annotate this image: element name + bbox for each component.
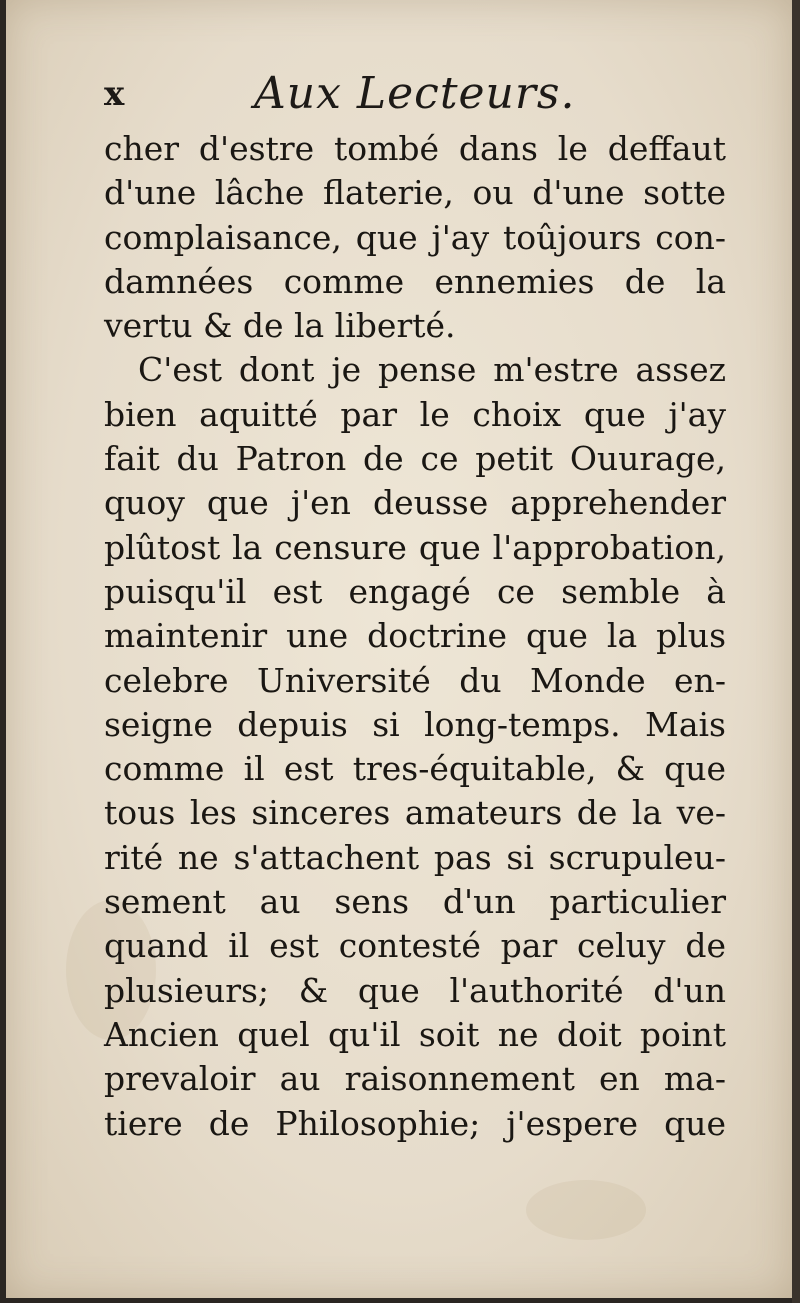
text-line: sement au sens d'un particulier (104, 882, 726, 922)
text-line: seigne depuis si long-temps. Mais (104, 704, 726, 744)
text-line: d'une lâche flaterie, ou d'une sotte (104, 173, 726, 213)
text-line: bien aquitté par le choix que j'ay (104, 394, 726, 434)
page-edge (792, 0, 800, 1303)
text-line: quoy que j'en deusse apprehender (104, 483, 726, 523)
text-line: tous les sinceres amateurs de la ve- (104, 793, 726, 833)
text-line: puisqu'il est engagé ce semble à (104, 571, 726, 611)
text-line: complaisance, que j'ay toûjours con- (104, 217, 726, 257)
text-line: vertu & de la liberté. (104, 306, 456, 346)
text-line: cher d'estre tombé dans le deffaut (104, 129, 726, 168)
text-line: Ancien quel qu'il soit ne doit point (104, 1014, 726, 1054)
text-line: celebre Université du Monde en- (104, 660, 726, 700)
text-line: damnées comme ennemies de la (104, 261, 726, 301)
text-line: quand il est contesté par celuy de (104, 926, 726, 966)
text-line: comme il est tres-équitable, & que (104, 749, 726, 789)
body-text (104, 127, 726, 1146)
paper-stain (526, 1180, 646, 1240)
text-line: tiere de Philosophie; j'espere que (104, 1103, 726, 1143)
text-line: plusieurs; & que l'authorité d'un (104, 970, 726, 1010)
text-line: maintenir une doctrine que la plus (104, 616, 726, 656)
running-head: Aux Lecteurs. (254, 68, 576, 119)
page-number: x (104, 74, 125, 114)
text-line: C'est dont je pense m'estre assez (138, 350, 726, 390)
page-header (104, 62, 724, 128)
text-line: prevaloir au raisonnement en ma- (104, 1059, 726, 1099)
text-line: rité ne s'attachent pas si scrupuleu- (104, 837, 726, 877)
text-line: fait du Patron de ce petit Ouurage, (104, 439, 726, 479)
text-line: plûtost la censure que l'approbation, (104, 527, 726, 567)
